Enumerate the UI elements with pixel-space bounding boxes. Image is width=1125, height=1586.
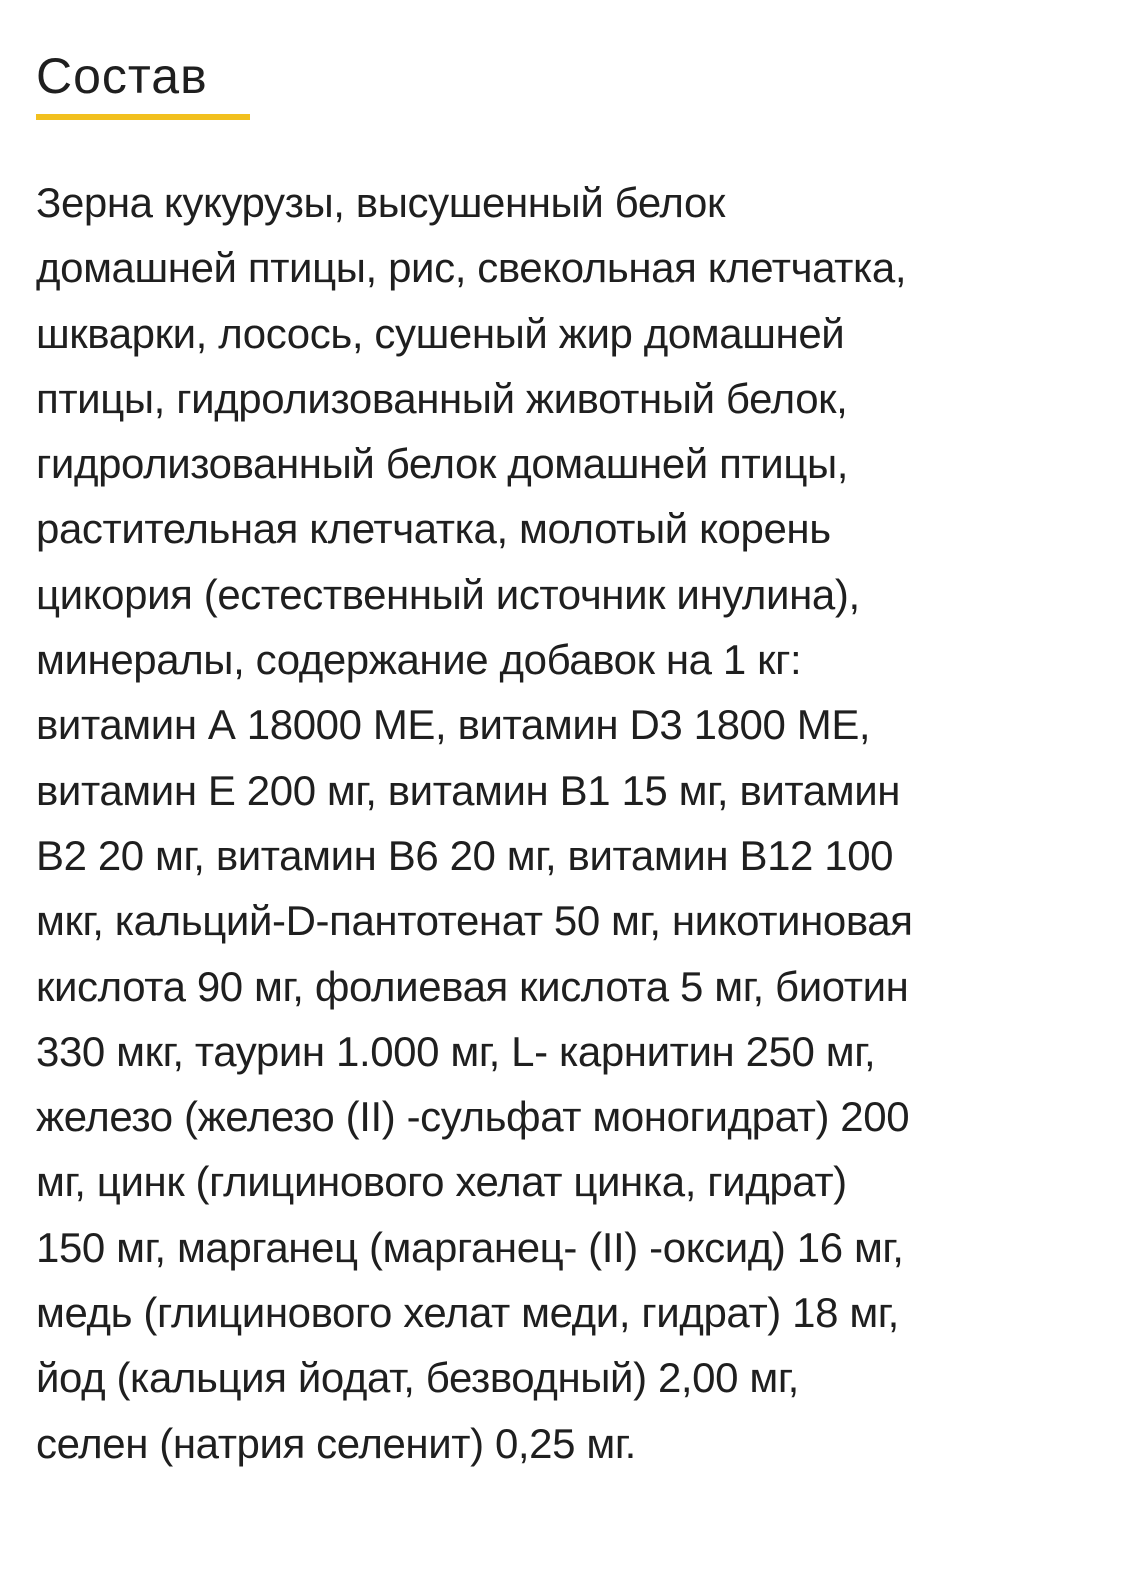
composition-line: птицы, гидролизованный животный белок, — [36, 374, 848, 422]
composition-line: цикория (естественный источник инулина), — [36, 570, 860, 618]
composition-line: шкварки, лосось, сушеный жир домашней — [36, 309, 845, 357]
composition-line: 330 мкг, таурин 1.000 мг, L- карнитин 250 мг, — [36, 1027, 876, 1075]
composition-text — [36, 170, 1096, 1476]
composition-line: селен (натрия селенит) 0,25 мг. — [36, 1419, 636, 1467]
composition-line: В2 20 мг, витамин В6 20 мг, витамин В12 100 — [36, 831, 894, 879]
composition-line: кислота 90 мг, фолиевая кислота 5 мг, биотин — [36, 962, 909, 1010]
composition-line: мкг, кальций-D-пантотенат 50 мг, никотиновая — [36, 897, 913, 945]
composition-line: мг, цинк (глицинового хелат цинка, гидрат) — [36, 1158, 847, 1206]
section-title: Состав — [36, 48, 208, 104]
composition-line: гидролизованный белок домашней птицы, — [36, 440, 849, 488]
composition-line: минералы, содержание добавок на 1 кг: — [36, 636, 802, 684]
title-underline — [36, 114, 250, 120]
composition-line: домашней птицы, рис, свекольная клетчатка, — [36, 244, 907, 292]
composition-line: Зерна кукурузы, высушенный белок — [36, 179, 725, 226]
section-header — [36, 46, 250, 120]
composition-line: медь (глицинового хелат меди, гидрат) 18 мг, — [36, 1289, 899, 1337]
composition-line: 150 мг, марганец (марганец- (II) -оксид) 16 мг, — [36, 1223, 904, 1271]
composition-line: витамин А 18000 МЕ, витамин D3 1800 МЕ, — [36, 701, 871, 749]
composition-line: растительная клетчатка, молотый корень — [36, 505, 831, 553]
composition-line: железо (железо (II) -сульфат моногидрат) 200 — [36, 1093, 910, 1141]
composition-line: йод (кальция йодат, безводный) 2,00 мг, — [36, 1354, 799, 1402]
composition-line: витамин Е 200 мг, витамин В1 15 мг, витамин — [36, 766, 901, 814]
